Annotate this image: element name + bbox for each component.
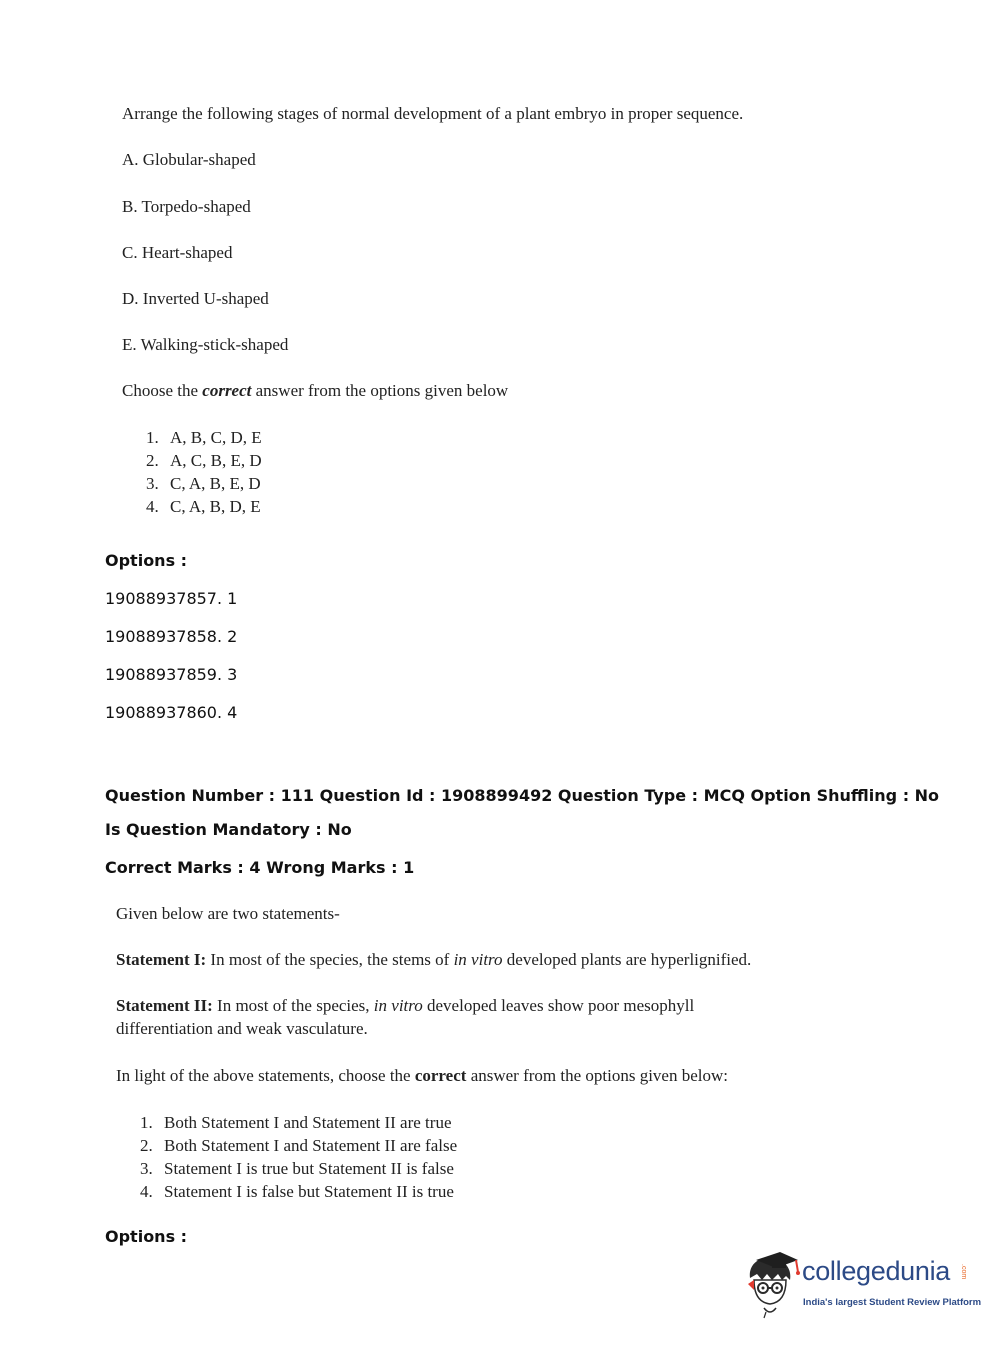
choice-number: 2. <box>146 451 159 470</box>
choice-number: 1. <box>140 1113 153 1132</box>
choice-number: 3. <box>146 474 159 493</box>
choice-item <box>140 1134 457 1157</box>
question-marks-line: Correct Marks : 4 Wrong Marks : 1 <box>105 858 415 877</box>
choice-item <box>146 449 262 472</box>
logo-wordmark: collegedunia <box>802 1256 951 1286</box>
stage-b: B. Torpedo-shaped <box>122 197 251 216</box>
question-1-prompt: Arrange the following stages of normal development of a plant embryo in proper sequence. <box>122 104 744 123</box>
option-id-2: 19088937858. 2 <box>105 627 238 646</box>
instruction-text-pre: In light of the above statements, choose the <box>116 1066 415 1085</box>
choice-item <box>146 426 262 449</box>
choice-number: 1. <box>146 428 159 447</box>
statement-2-text-post: developed leaves show poor mesophyll <box>422 996 695 1015</box>
option-id-1: 19088937857. 1 <box>105 589 238 608</box>
option-id-3: 19088937859. 3 <box>105 665 238 684</box>
statement-1-label: Statement I: <box>116 950 207 969</box>
choice-text: Statement I is false but Statement II is true <box>164 1182 454 1201</box>
logo-dotcom: .com <box>960 1264 967 1280</box>
choice-text: A, C, B, E, D <box>170 451 262 470</box>
choice-text: C, A, B, D, E <box>170 497 261 516</box>
choice-text: Both Statement I and Statement II are false <box>164 1136 458 1155</box>
question-2-intro: Given below are two statements- <box>116 904 340 923</box>
choice-item <box>140 1157 457 1180</box>
statement-2-em: in vitro <box>373 996 423 1015</box>
instruction-text-pre: Choose the <box>122 381 203 400</box>
choice-number: 2. <box>140 1136 153 1155</box>
options-label-2: Options : <box>105 1227 188 1246</box>
options-label: Options : <box>105 551 188 570</box>
question-1-instruction <box>122 381 508 401</box>
instruction-text-post: answer from the options given below: <box>466 1066 728 1085</box>
statement-1-text-post: developed plants are hyperlignified. <box>502 950 752 969</box>
choice-number: 4. <box>140 1182 153 1201</box>
statement-2-continued: differentiation and weak vasculature. <box>116 1019 368 1038</box>
instruction-emphasis: correct <box>414 1066 467 1085</box>
statement-2-text-pre: In most of the species, <box>212 996 374 1015</box>
statement-2-label: Statement II: <box>116 996 213 1015</box>
question-1-choices <box>146 426 262 518</box>
choice-item <box>140 1111 457 1134</box>
choice-item <box>146 472 262 495</box>
stage-d: D. Inverted U-shaped <box>122 289 269 308</box>
question-2-instruction <box>116 1066 728 1086</box>
stage-a: A. Globular-shaped <box>122 150 256 169</box>
stage-c: C. Heart-shaped <box>122 243 233 262</box>
choice-text: C, A, B, E, D <box>170 474 261 493</box>
statement-1 <box>116 950 751 970</box>
statement-1-em: in vitro <box>453 950 503 969</box>
instruction-text-post: answer from the options given below <box>251 381 509 400</box>
question-2-choices <box>140 1111 457 1203</box>
instruction-emphasis: correct <box>202 381 252 400</box>
choice-text: A, B, C, D, E <box>170 428 262 447</box>
logo-tagline: India's largest Student Review Platform <box>803 1297 982 1308</box>
choice-item <box>140 1180 457 1203</box>
statement-1-text-pre: In most of the species, the stems of <box>206 950 454 969</box>
choice-text: Statement I is true but Statement II is false <box>164 1159 454 1178</box>
question-mandatory-line: Is Question Mandatory : No <box>105 820 352 839</box>
choice-number: 4. <box>146 497 159 516</box>
question-meta-line: Question Number : 111 Question Id : 1908899492 Question Type : MCQ Option Shuffling : No <box>105 786 940 805</box>
stage-e: E. Walking-stick-shaped <box>122 335 289 354</box>
choice-item <box>146 495 262 518</box>
collegedunia-logo <box>742 1250 982 1320</box>
choice-number: 3. <box>140 1159 153 1178</box>
student-mascot-icon <box>742 1250 800 1320</box>
choice-text: Both Statement I and Statement II are true <box>164 1113 452 1132</box>
statement-2 <box>116 996 694 1016</box>
option-id-4: 19088937860. 4 <box>105 703 238 722</box>
